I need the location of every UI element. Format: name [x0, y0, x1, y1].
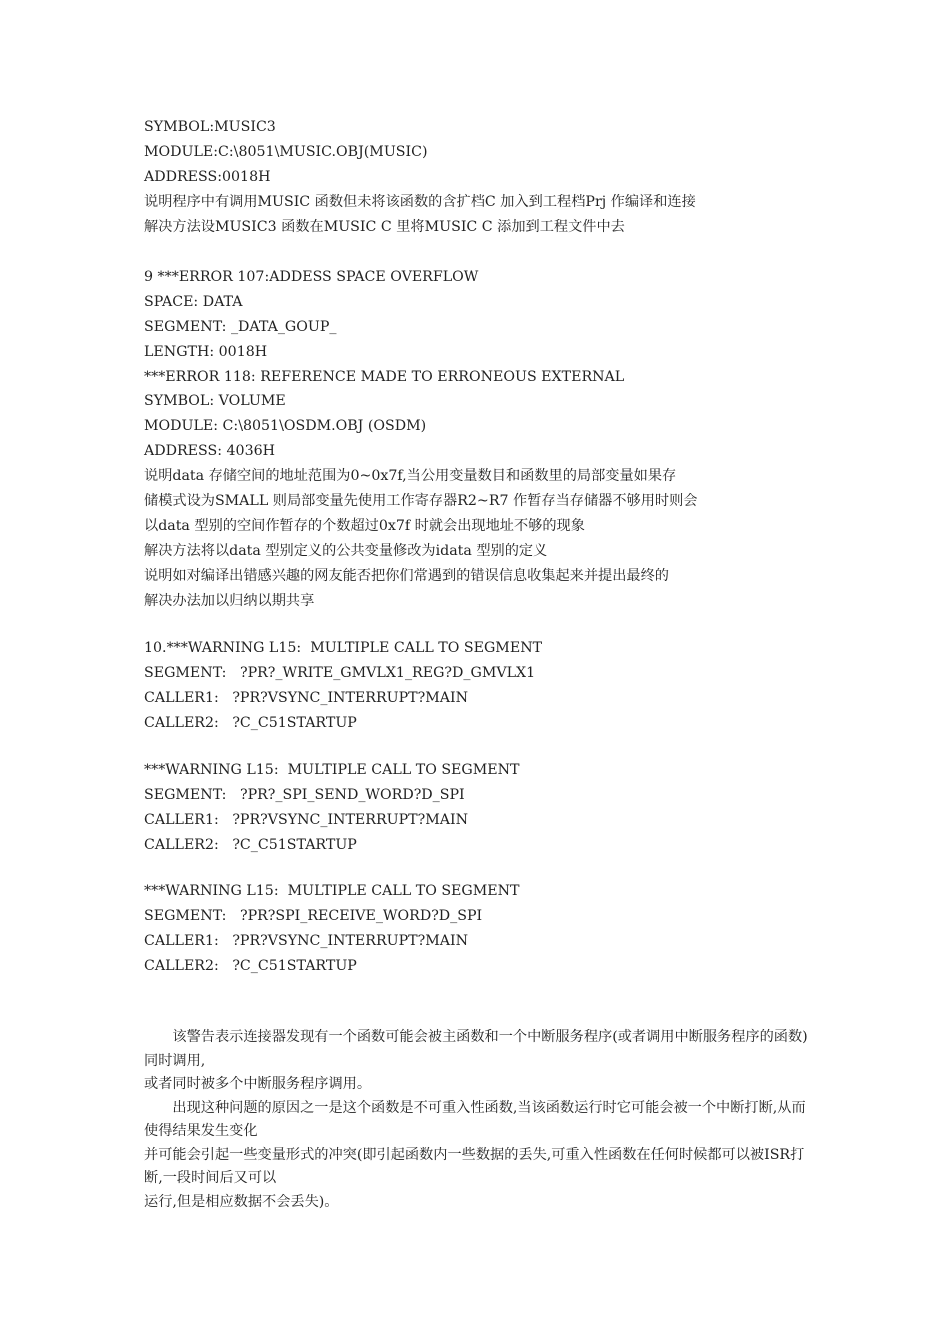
segment-line: SEGMENT: ?PR?_SPI_SEND_WORD?D_SPI [144, 786, 465, 803]
module-line: MODULE:C:\8051\MUSIC.OBJ(MUSIC) [144, 143, 428, 160]
symbol-line: SYMBOL: VOLUME [144, 393, 286, 410]
description-line: 储模式设为SMALL 则局部变量先使用工作寄存器R2~R7 作暂存当存储器不够用时则会 [144, 493, 698, 510]
caller1-line: CALLER1: ?PR?VSYNC_INTERRUPT?MAIN [144, 932, 469, 949]
explanation-paragraph: 该警告表示连接器发现有一个函数可能会被主函数和一个中断服务程序(或者调用中断服务程序的函数)同时调用, [144, 1029, 808, 1069]
description-line: 说明程序中有调用MUSIC 函数但未将该函数的含扩档C 加入到工程档Prj 作编译和连接 [144, 193, 696, 210]
music-unresolved-symbol-block [144, 115, 814, 239]
segment-line: SEGMENT: _DATA_GOUP_ [144, 318, 337, 335]
segment-line: SEGMENT: ?PR?_WRITE_GMVLX1_REG?D_GMVLX1 [144, 664, 536, 681]
note-line: 说明如对编译出错感兴趣的网友能否把你们常遇到的错误信息收集起来并提出最终的 [144, 567, 669, 584]
space-line: SPACE: DATA [144, 293, 243, 310]
caller1-line: CALLER1: ?PR?VSYNC_INTERRUPT?MAIN [144, 811, 469, 828]
solution-line: 解决方法设MUSIC3 函数在MUSIC C 里将MUSIC C 添加到工程文件中去 [144, 218, 625, 235]
explanation-paragraph: 运行,但是相应数据不会丢失)。 [144, 1193, 339, 1210]
symbol-line: SYMBOL:MUSIC3 [144, 119, 276, 135]
segment-line: SEGMENT: ?PR?SPI_RECEIVE_WORD?D_SPI [144, 907, 483, 924]
explanation-paragraph: 并可能会引起一些变量形式的冲突(即引起函数内一些数据的丢失,可重入性函数在任何时候都可以被ISR打断,一段时间后又可以 [144, 1146, 805, 1186]
caller2-line: CALLER2: ?C_C51STARTUP [144, 836, 357, 853]
caller2-line: CALLER2: ?C_C51STARTUP [144, 714, 357, 731]
warning-heading: ***WARNING L15: MULTIPLE CALL TO SEGMENT [144, 883, 520, 899]
length-line: LENGTH: 0018H [144, 343, 268, 360]
error-118-heading: ***ERROR 118: REFERENCE MADE TO ERRONEOUS EXTERNAL [144, 368, 625, 385]
caller2-line: CALLER2: ?C_C51STARTUP [144, 957, 357, 974]
warning-explanation [144, 1026, 814, 1214]
description-line: 以data 型别的空间作暂存的个数超过0x7f 时就会出现地址不够的现象 [144, 517, 585, 534]
warning-l15-block-2 [144, 758, 814, 858]
warning-l15-block-3 [144, 879, 814, 979]
module-line: MODULE: C:\8051\OSDM.OBJ (OSDM) [144, 418, 427, 435]
caller1-line: CALLER1: ?PR?VSYNC_INTERRUPT?MAIN [144, 689, 469, 706]
error-107-heading: 9 ***ERROR 107:ADDESS SPACE OVERFLOW [144, 269, 479, 285]
explanation-paragraph: 出现这种问题的原因之一是这个函数是不可重入性函数,当该函数运行时它可能会被一个中断打断,从而使得结果发生变化 [144, 1099, 806, 1139]
warning-heading: ***WARNING L15: MULTIPLE CALL TO SEGMENT [144, 762, 520, 778]
note-line: 解决办法加以归纳以期共享 [144, 592, 315, 609]
error-107-block [144, 265, 814, 613]
explanation-paragraph: 或者同时被多个中断服务程序调用。 [144, 1076, 372, 1092]
warning-heading: 10.***WARNING L15: MULTIPLE CALL TO SEGMENT [144, 640, 543, 656]
address-line: ADDRESS: 4036H [144, 443, 275, 460]
warning-l15-block-1 [144, 636, 814, 736]
description-line: 说明data 存储空间的地址范围为0~0x7f,当公用变量数目和函数里的局部变量如果存 [144, 468, 677, 485]
address-line: ADDRESS:0018H [144, 168, 271, 185]
solution-line: 解决方法将以data 型别定义的公共变量修改为idata 型别的定义 [144, 542, 548, 559]
